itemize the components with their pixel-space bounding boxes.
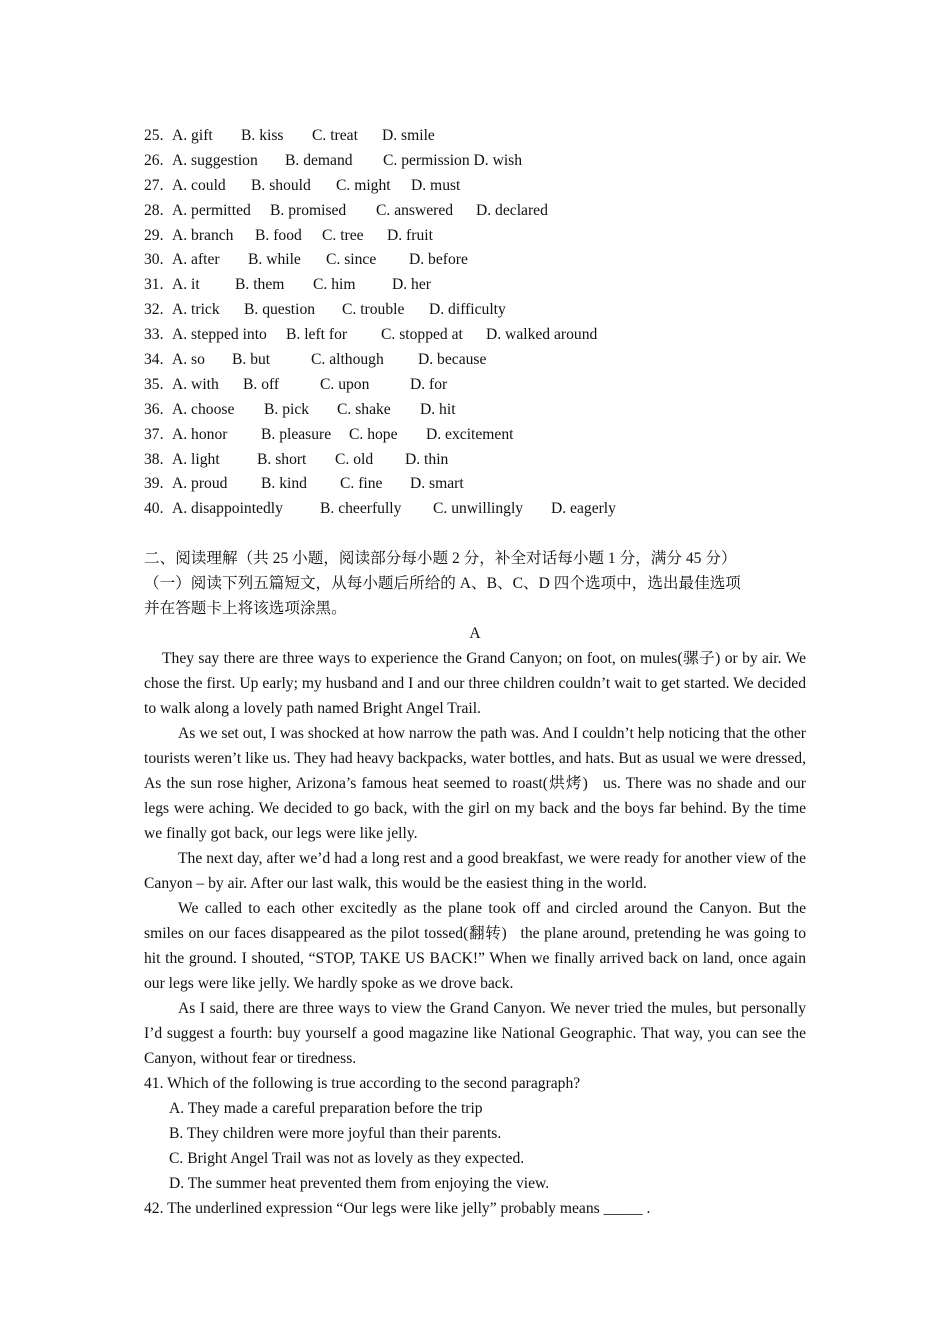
option-row-26 — [144, 149, 804, 174]
question-41-choice-b: B. They children were more joyful than their parents. — [169, 1125, 502, 1142]
option-c: C. might — [336, 176, 391, 194]
option-row-32 — [144, 298, 804, 323]
option-row-29 — [144, 224, 804, 249]
option-a: A. honor — [172, 425, 228, 443]
option-row-25 — [144, 124, 804, 149]
option-a: A. it — [172, 276, 200, 294]
option-b: B. demand — [285, 151, 353, 169]
option-row-28 — [144, 199, 804, 224]
option-c: C. hope — [349, 425, 398, 443]
option-d: D. before — [409, 251, 468, 269]
question-41-stem: 41. Which of the following is true according to the second paragraph? — [144, 1075, 581, 1092]
option-a: A. stepped into — [172, 326, 267, 344]
option-a: A. light — [172, 450, 220, 468]
option-a: A. could — [172, 176, 226, 194]
option-b: B. kind — [261, 475, 307, 493]
section-title: 二、阅读理解（共 25 小题，阅读部分每小题 2 分，补全对话每小题 1 分，满分 45 分） — [144, 550, 737, 567]
option-d: D. smart — [410, 475, 464, 493]
option-d: D. walked around — [486, 326, 598, 344]
option-row-35 — [144, 373, 804, 398]
option-b: B. should — [251, 176, 311, 194]
option-d: D. her — [392, 276, 431, 294]
option-a: A. branch — [172, 226, 234, 244]
option-b: B. but — [232, 351, 271, 369]
question-42-stem: 42. The underlined expression “Our legs were like jelly” probably means _____ . — [144, 1200, 651, 1217]
option-d: D. must — [411, 176, 461, 194]
option-a: A. trick — [172, 301, 220, 319]
option-d: D. thin — [405, 450, 449, 468]
option-row-30 — [144, 248, 804, 273]
question-number: 35. — [144, 375, 164, 393]
option-b: B. pleasure — [261, 425, 332, 443]
question-number: 31. — [144, 276, 164, 294]
option-b: B. pick — [264, 400, 310, 418]
option-row-34 — [144, 348, 804, 373]
question-number: 38. — [144, 450, 164, 468]
option-c: C. treat — [312, 127, 358, 144]
question-41-choice-c: C. Bright Angel Trail was not as lovely as they expected. — [169, 1150, 525, 1167]
passage-paragraph-3: The next day, after we’d had a long rest and a good breakfast, we were ready for another view of the Canyon – by air. After our last walk, this would be the easiest thing in the world. — [144, 850, 806, 892]
option-d: D. fruit — [387, 226, 433, 244]
option-row-27 — [144, 174, 804, 199]
option-b: B. short — [257, 450, 307, 468]
option-d: D. smile — [382, 127, 435, 144]
option-a: A. permitted — [172, 201, 251, 219]
option-row-39 — [144, 472, 804, 497]
option-row-38 — [144, 448, 804, 473]
option-c: C. unwillingly — [433, 500, 524, 518]
option-b: B. promised — [270, 201, 347, 219]
option-d: D. hit — [420, 400, 456, 418]
passage-paragraph-2: As we set out, I was shocked at how narrow the path was. And I couldn’t help noticing that the other tourists weren’t like us. They had heavy backpacks, water bottles, and hats. But as usual we were dressed, As the sun rose higher, Arizona’s famous heat seemed to roast(烘烤) us. There was no shade and our legs were aching. We decided to go back, with the girl on my back and the boys far behind. By the time we finally got back, our legs were like jelly. — [144, 725, 806, 842]
option-row-37 — [144, 423, 804, 448]
option-a: A. with — [172, 375, 219, 393]
option-a: A. gift — [172, 127, 213, 144]
option-b: B. left for — [286, 326, 348, 344]
option-c: C. although — [311, 351, 384, 369]
reading-section — [144, 546, 806, 1221]
option-b: B. cheerfully — [320, 500, 402, 518]
option-a: A. suggestion — [172, 151, 258, 169]
option-b: B. them — [235, 276, 285, 294]
question-number: 29. — [144, 226, 164, 244]
option-b: B. kiss — [241, 127, 284, 144]
question-number: 28. — [144, 201, 164, 219]
passage-paragraph-1: They say there are three ways to experience the Grand Canyon; on foot, on mules(骡子) or by air. We chose the first. Up early; my husband and I and our three children couldn’t wait to get started. We decided to walk along a lovely path named Bright Angel Trail. — [144, 650, 806, 717]
option-a: A. so — [172, 351, 205, 369]
question-number: 27. — [144, 176, 164, 194]
question-number: 33. — [144, 326, 164, 344]
option-d: D. eagerly — [551, 500, 616, 518]
option-d: D. excitement — [426, 425, 514, 443]
question-41-choice-a: A. They made a careful preparation before the trip — [169, 1100, 483, 1117]
option-a: A. proud — [172, 475, 228, 493]
option-d: D. declared — [476, 201, 548, 219]
section-instruction-line-1: （一）阅读下列五篇短文，从每小题后所给的 A、B、C、D 四个选项中，选出最佳选项 — [144, 575, 741, 592]
option-c: C. answered — [376, 201, 454, 219]
section-instruction-line-2: 并在答题卡上将该选项涂黑。 — [144, 600, 347, 617]
vocab-option-list — [144, 124, 804, 522]
question-number: 37. — [144, 425, 164, 443]
option-a: A. after — [172, 251, 220, 269]
option-b: B. while — [248, 251, 301, 269]
option-a: A. disappointedly — [172, 500, 283, 518]
question-number: 36. — [144, 400, 164, 418]
option-c: C. stopped at — [381, 326, 463, 344]
option-b: B. question — [244, 301, 316, 319]
option-c: C. trouble — [342, 301, 405, 319]
question-number: 32. — [144, 301, 164, 319]
option-b: B. food — [255, 226, 302, 244]
passage-paragraph-4: We called to each other excitedly as the plane took off and circled around the Canyon. But the smiles on our faces disappeared as the pilot tossed(翻转) the plane around, pretending he was going to hit the ground. I shouted, “STOP, TAKE US BACK!” When we finally arrived back on land, once again our legs were like jelly. We hardly spoke as we drove back. — [144, 900, 806, 992]
question-number: 30. — [144, 251, 164, 269]
option-c: C. permission D. wish — [383, 151, 523, 169]
option-c: C. old — [335, 450, 374, 468]
option-c: C. tree — [322, 226, 364, 244]
option-c: C. upon — [320, 375, 370, 393]
passage-label: A — [469, 625, 481, 642]
option-d: D. because — [418, 351, 487, 369]
option-d: D. for — [410, 375, 448, 393]
option-b: B. off — [243, 375, 280, 393]
option-c: C. shake — [337, 400, 391, 418]
option-c: C. him — [313, 276, 356, 294]
question-number: 39. — [144, 475, 164, 493]
question-number: 40. — [144, 500, 164, 518]
option-row-33 — [144, 323, 804, 348]
option-row-36 — [144, 398, 804, 423]
option-a: A. choose — [172, 400, 235, 418]
option-d: D. difficulty — [429, 301, 506, 319]
passage-paragraph-5: As I said, there are three ways to view the Grand Canyon. We never tried the mules, but personally I’d suggest a fourth: buy yourself a good magazine like National Geographic. That way, you can see the Canyon, without fear or tiredness. — [144, 1000, 806, 1067]
option-row-31 — [144, 273, 804, 298]
option-row-40 — [144, 497, 804, 522]
option-c: C. fine — [340, 475, 383, 493]
question-number: 25. — [144, 127, 164, 144]
option-c: C. since — [326, 251, 377, 269]
question-41-choice-d: D. The summer heat prevented them from enjoying the view. — [169, 1175, 550, 1192]
question-number: 34. — [144, 351, 164, 369]
question-number: 26. — [144, 151, 164, 169]
